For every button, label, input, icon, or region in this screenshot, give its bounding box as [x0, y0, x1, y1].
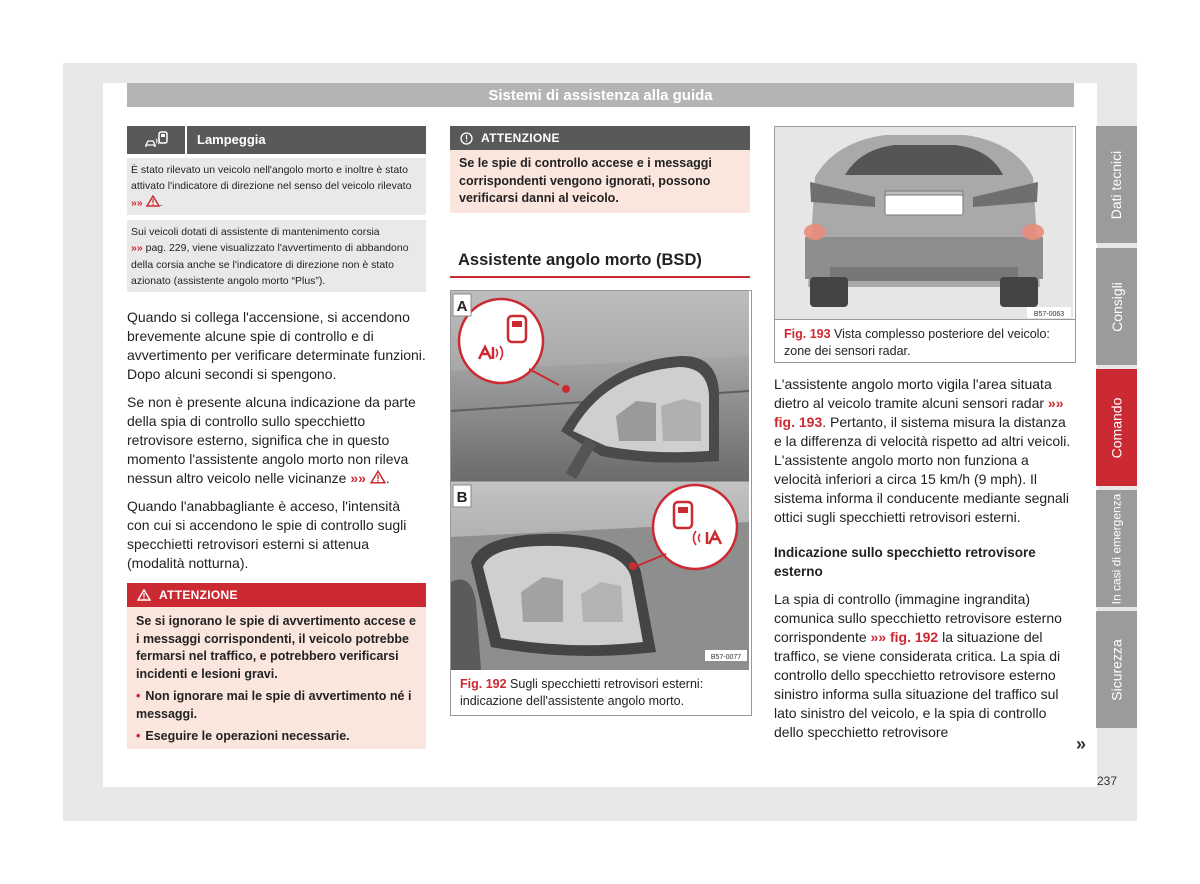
warning-text: Se si ignorano le spie di avvertimento accese e i messaggi corrispondenti, il veicolo potrebbe fermarsi nel traffico, e potrebbero verificarsi incidenti e lesioni gravi.	[136, 614, 416, 681]
mirror-illustration-a	[451, 291, 749, 481]
continue-mark: »	[1076, 734, 1087, 754]
tab-comando[interactable]: Comando	[1096, 369, 1137, 486]
warning-box-grey	[450, 126, 750, 213]
cross-reference-link[interactable]: »» fig. 192	[870, 629, 939, 645]
cross-reference-link[interactable]: »»	[131, 196, 143, 209]
page-number: 237	[1097, 774, 1118, 788]
info-circle-icon	[460, 132, 473, 145]
tab-consigli[interactable]: Consigli	[1096, 248, 1137, 365]
figure-caption: Fig. 193 Vista complesso posteriore del veicolo: zone dei sensori radar.	[775, 319, 1075, 366]
warning-box-red	[127, 583, 426, 749]
warning-bullet: • Eseguire le operazioni necessarie.	[136, 728, 417, 746]
lamp-table-row: Sui veicoli dotati di assistente di mantenimento corsia »» pag. 229, viene visualizzato l'avvertimento di abbandono della corsia anche se l'indicatore di direzione non è stato azionato (assistente angolo morto “Plus”).	[127, 220, 426, 292]
warning-header: ATTENZIONE	[450, 126, 750, 150]
lamp-table-row: È stato rilevato un veicolo nell'angolo morto e inoltre è stato attivato l'indicatore di direzione nel senso del veicolo rilevato »» .	[127, 158, 426, 215]
left-body-text	[127, 308, 426, 582]
subheading: Indicazione sullo specchietto retrovisore esterno	[774, 545, 1036, 579]
figure-192	[450, 290, 752, 716]
paragraph: L'assistente angolo morto vigila l'area situata dietro al veicolo tramite alcuni sensori radar »» fig. 193. Pertanto, il sistema misura la distanza e la differenza di velocità rispetto ad altri veicoli. L'assistente angolo morto non funziona a velocità inferiori a circa 15 km/h (9 mph). Il sistema informa il conducente mediante segnali ottici sugli specchietti retrovisori esterni.	[774, 376, 1071, 525]
section-title: Assistente angolo morto (BSD)	[450, 251, 750, 278]
figure-193	[774, 126, 1076, 363]
car-rear-illustration	[775, 127, 1073, 319]
warning-header: ATTENZIONE	[127, 583, 426, 607]
paragraph: Quando si collega l'accensione, si accendono brevemente alcune spie di controllo e di avvertimento per verificare determinate funzioni. Dopo alcuni secondi si spengono.	[127, 309, 426, 382]
figure-code: B57-0063	[1033, 311, 1065, 318]
warning-body	[127, 607, 426, 757]
paragraph: La spia di controllo (immagine ingrandita) comunica sullo specchietto retrovisore esterno corrispondente »» fig. 192 la situazione del traffico, se viene considerata critica. La spia di controllo dello specchietto retrovisore esterno sinistro informa sulla situazione del traffico sul lato sinistro del veicolo, e la spia di controllo dello specchietto retrovisore	[774, 591, 1062, 740]
paragraph: Quando l'anabbagliante è acceso, l'intensità con cui si accendono le spie di controllo sugli specchietti retrovisori esterni si attenua (modalità notturna).	[127, 498, 407, 571]
warning-triangle-icon	[370, 470, 386, 484]
warning-bullet: • Non ignorare mai le spie di avvertimento né i messaggi.	[136, 688, 417, 723]
cross-reference-link[interactable]: »»	[131, 242, 143, 255]
panel-label-b: B	[456, 489, 468, 506]
panel-label-a: A	[456, 298, 468, 315]
tab-in-casi-di-emergenza[interactable]: In casi di emergenza	[1096, 490, 1137, 607]
figure-code: B57-0077	[710, 654, 742, 661]
right-body-text	[774, 375, 1074, 751]
warning-body: Se le spie di controllo accese e i messaggi corrispondenti vengono ignorati, possono verificarsi danni al veicolo.	[459, 156, 712, 205]
page-header: Sistemi di assistenza alla guida	[127, 83, 1074, 107]
warning-triangle-icon	[146, 195, 160, 207]
warning-triangle-icon	[137, 589, 151, 601]
cross-reference-link[interactable]: »» fig. 193	[774, 395, 1064, 430]
blind-spot-icon	[127, 126, 185, 154]
paragraph: Se non è presente alcuna indicazione da parte della spia di controllo sullo specchietto retrovisore esterno, significa che in questo momento l'assistente angolo morto non rileva nessun altro veicolo nelle vicinanze »» .	[127, 394, 416, 486]
lamp-table-header	[127, 126, 426, 154]
cross-reference-link[interactable]: »»	[350, 470, 366, 486]
tab-sicurezza[interactable]: Sicurezza	[1096, 611, 1137, 728]
mirror-illustration-b	[451, 481, 749, 670]
figure-caption: Fig. 192 Sugli specchietti retrovisori esterni: indicazione dell'assistente angolo morto.	[460, 677, 704, 708]
lamp-table-title: Lampeggia	[185, 126, 426, 154]
tab-dati-tecnici[interactable]: Dati tecnici	[1096, 126, 1137, 243]
